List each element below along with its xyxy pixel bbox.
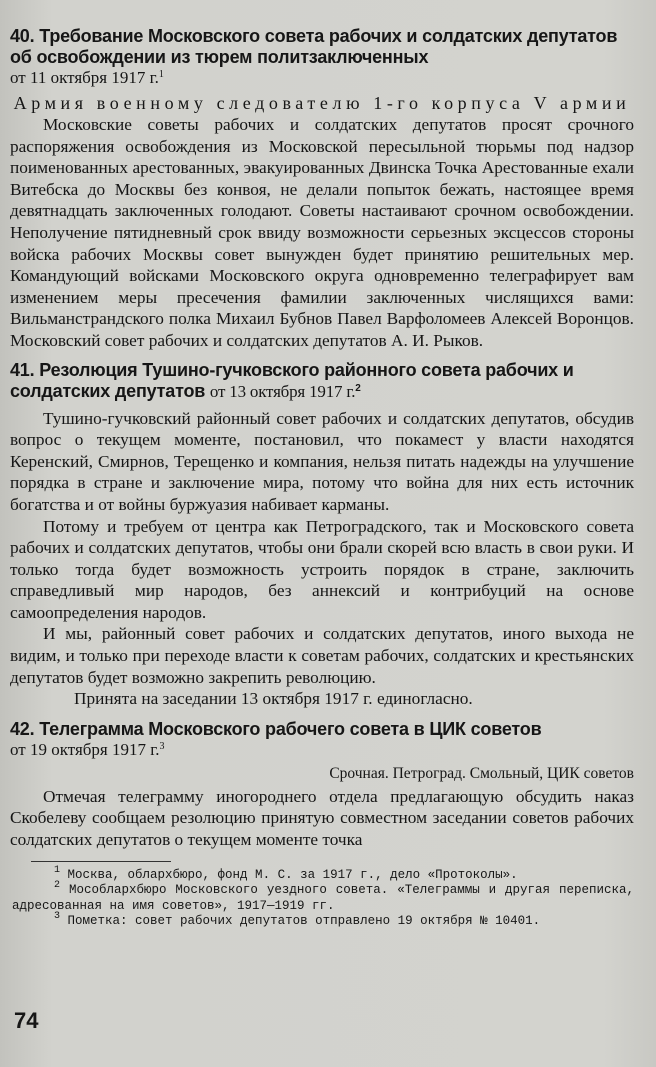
doc42-address: Срочная. Петроград. Смольный, ЦИК советов (329, 764, 634, 782)
doc41-date: от 13 октября 1917 г. (209, 381, 356, 401)
footnote-3 (12, 911, 634, 930)
doc41-note-mark: 2 (355, 382, 361, 394)
footnote-2 (12, 880, 634, 914)
page-number: 74 (14, 1008, 39, 1033)
doc41-accepted: Принята на заседании 13 октября 1917 г. единогласно. (74, 689, 473, 709)
doc41-heading: 41. Резолюция Тушино-гучковского районного совета рабочих и солдатских депутатов (10, 359, 574, 401)
doc42-heading: 42. Телеграмма Московского рабочего совета в ЦИК советов (10, 718, 542, 739)
doc42-body: Отмечая телеграмму иногороднего отдела предлагающую обсудить наказ Скобелеву сообщаем резолюцию принятую совместном заседании советов рабочих солдатских депутатов о текущем моменте точка (10, 786, 634, 850)
doc40-heading: 40. Требование Московского совета рабочих и солдатских депутатов об освобождении из тюрем политзаключенных (10, 26, 618, 67)
doc42-date: от 19 октября 1917 г. (10, 739, 160, 759)
doc42-note-mark: 3 (159, 740, 165, 752)
doc40-date-line (10, 68, 634, 88)
doc40-date: от 11 октября 1917 г. (10, 68, 159, 87)
footnote-3-mark: 3 (54, 911, 61, 923)
footnote-divider (31, 861, 171, 862)
footnote-2-text: Мособлархбюро Московского уездного совета. «Телеграммы и другая переписка, адресованная на имя советов», 1917—1919 гг. (12, 883, 634, 913)
doc41-heading-line (10, 360, 634, 402)
doc40-note-mark: 1 (158, 69, 164, 80)
doc41-paragraph-2: Потому и требуем от центра как Петроградского, так и Московского совета рабочих и солдатских депутатов, чтобы они брали скорей всю власть в свои руки. И только тогда будет возможность устроить порядок в стране, заключить справедливый мир народов, без аннексий и контрибуций на основе самоопределения народов. (10, 516, 634, 622)
doc40-body: Московские советы рабочих и солдатских депутатов просят срочного распоряжения освобождения из Московской пересыльной тюрьмы под надзор поименованных арестованных, эвакуированных Двинска Точка Арестованные ехали Витебска до Москвы без конвоя, не делали попыток бежать, настоящее время девятнадцать заключенных голодают. Советы настаивают срочном освобождении. Неполучение пятидневный срок ввиду возможности серьезных эксцессов стороны войска рабочих Москвы совет вынужден будет принятию решительных мер. Командующий войсками Московского округа одновременно телеграфирует вам изменением меры пресечения фамилии заключенных числящихся вами: Вильманстрандского полка Михаил Бубнов Павел Варфоломеев Алексей Воронцов. Московский совет рабочих и солдатских депутатов А. И. Рыков. (10, 115, 634, 350)
doc42-date-line (10, 740, 634, 760)
footnotes (10, 864, 634, 930)
doc41-paragraph-1: Тушино-гучковский районный совет рабочих и солдатских депутатов, обсудив вопрос о текущем моменте, постановил, что покамест у власти находятся Керенский, Смирнов, Терещенко и компания, нельзя питать надежды на улучшение порядка в стране и заключение мира, потому что война для них есть источник богатства и от войны буржуазия набивает карманы. (10, 408, 634, 514)
doc41-paragraph-3: И мы, районный совет рабочих и солдатских депутатов, иного выхода не видим, и только при переходе власти к советам рабочих, солдатских и крестьянских депутатов будет возможно закрепить революцию. (10, 624, 634, 687)
footnote-1-mark: 1 (54, 864, 61, 876)
footnote-2-mark: 2 (54, 880, 61, 892)
footnote-3-text: Пометка: совет рабочих депутатов отправлено 19 октября № 10401. (67, 914, 541, 929)
doc40-address: Армия военному следователю 1-го корпуса V армии (13, 93, 631, 113)
footnote-1-text: Москва, облархбюро, фонд М. С. за 1917 г., дело «Протоколы». (67, 867, 518, 882)
footnote-1 (12, 864, 634, 884)
